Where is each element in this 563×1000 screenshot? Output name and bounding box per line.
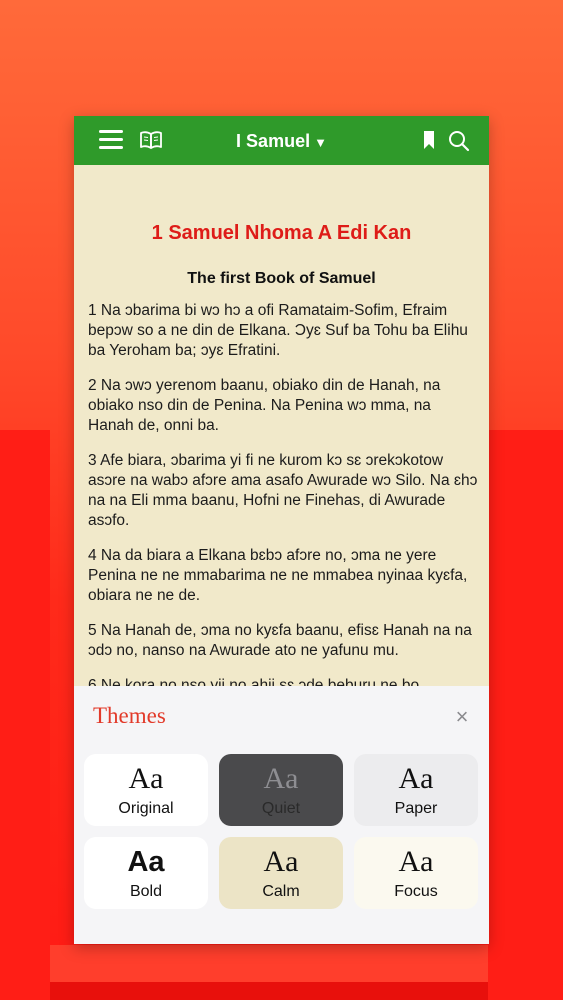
themes-sheet <box>74 686 489 944</box>
background-band-right <box>488 430 563 1000</box>
theme-calm-button[interactable] <box>219 837 343 909</box>
themes-title: Themes <box>93 703 166 728</box>
background-bottom-strip <box>50 982 488 1000</box>
theme-sample-text: Aa <box>263 845 299 878</box>
theme-label: Focus <box>394 883 438 900</box>
theme-label: Quiet <box>261 800 301 817</box>
verse: 3 Afe biara, ɔbarima yi fi ne kurom kɔ sɛ ɔrekɔkotow asɔre na wabɔ afɔre ama asafo Awurade wɔ Silo. Na ɛhɔ na na Eli mma baanu, Hofni ne Finehas, di Awurade asɔfo. <box>88 452 478 529</box>
theme-sample-text: Aa <box>127 846 165 878</box>
search-icon[interactable] <box>448 130 470 157</box>
verse-list <box>88 301 480 711</box>
verse: 4 Na da biara a Elkana bɛbɔ afɔre no, ɔma ne yere Penina ne ne mmabarima ne ne mmabea nyinaa kyɛfa, obiara ne ne de. <box>88 547 468 604</box>
theme-original-button[interactable] <box>84 754 208 826</box>
theme-label: Calm <box>262 883 300 900</box>
bookmark-icon[interactable] <box>422 130 436 155</box>
background-band-left <box>0 430 50 1000</box>
theme-label: Original <box>118 800 174 817</box>
verse: 1 Na ɔbarima bi wɔ hɔ a ofi Ramataim-Sofim, Efraim bepɔw so a ne din de Elkana. Ɔyɛ Suf ba Tohu ba Elihu ba Yeroham ba; ɔyɛ Efratini. <box>88 302 468 359</box>
verse: 2 Na ɔwɔ yerenom baanu, obiako din de Hanah, na obiako nso din de Penina. Na Penina wɔ mma, na Hanah de, onni ba. <box>88 377 441 434</box>
book-subtitle: The first Book of Samuel <box>187 270 376 287</box>
theme-paper-button[interactable] <box>354 754 478 826</box>
close-icon[interactable]: × <box>455 704 469 729</box>
theme-label: Paper <box>394 800 438 817</box>
theme-sample-text: Aa <box>263 762 299 795</box>
book-title: I Samuel <box>236 131 311 151</box>
theme-sample-text: Aa <box>398 762 434 795</box>
chapter-title: 1 Samuel Nhoma A Edi Kan <box>151 222 412 244</box>
app-screen <box>74 116 489 944</box>
chevron-down-icon: ▼ <box>314 135 327 150</box>
theme-bold-button[interactable] <box>84 837 208 909</box>
theme-label: Bold <box>129 883 163 900</box>
theme-sample-text: Aa <box>128 762 164 795</box>
theme-quiet-button[interactable] <box>219 754 343 826</box>
verse: 5 Na Hanah de, ɔma no kyɛfa baanu, efisɛ Hanah na na ɔdɔ no, nanso na Awurade ato ne yafunu mu. <box>88 622 472 659</box>
theme-focus-button[interactable] <box>354 837 478 909</box>
theme-sample-text: Aa <box>398 845 434 878</box>
navigation-bar <box>74 116 489 165</box>
